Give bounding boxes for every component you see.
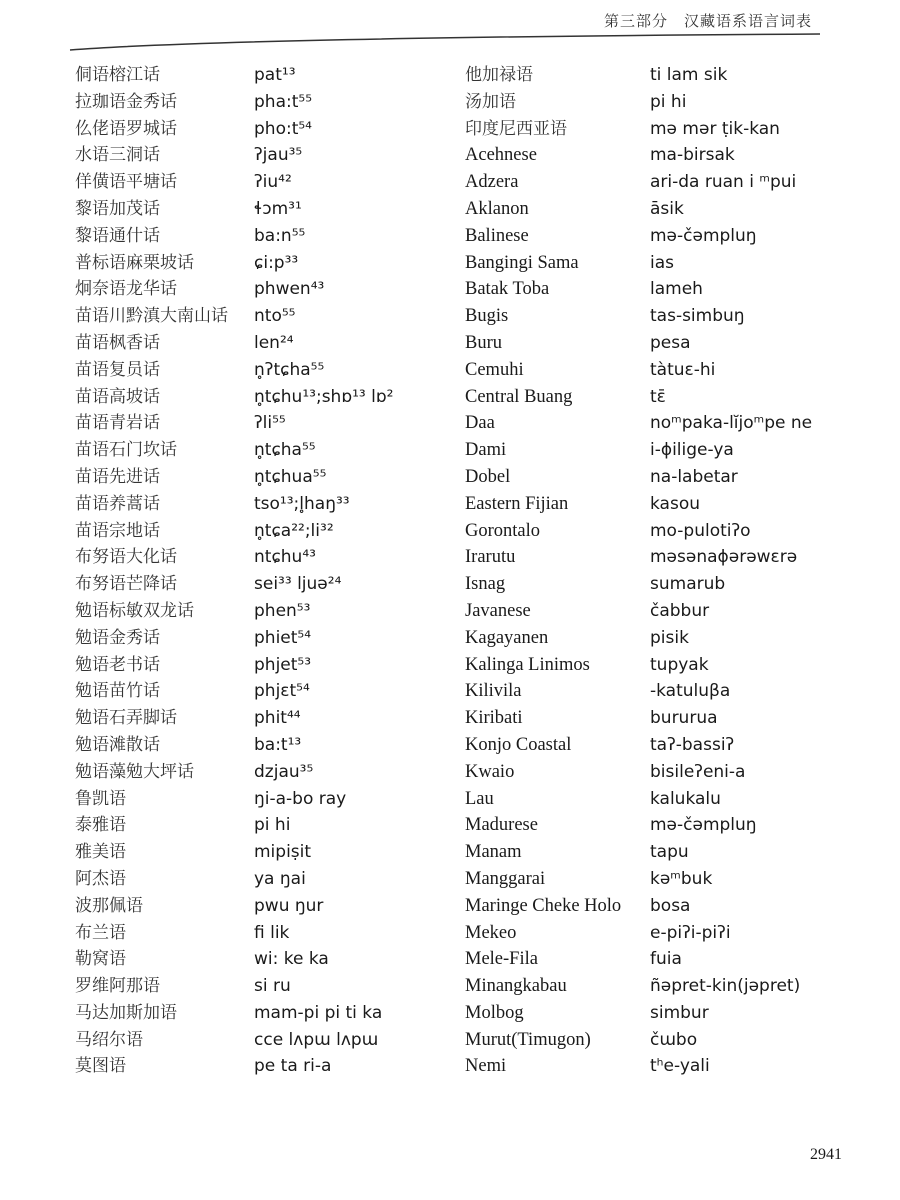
word-form: məsənaɸərəwɛrə: [650, 547, 798, 568]
language-name: 苗语养蒿话: [75, 493, 160, 514]
language-name: Kiribati: [465, 708, 523, 729]
word-form: ma-birsak: [650, 145, 735, 166]
language-name: Kilivila: [465, 681, 522, 702]
word-form: cce lʌpɯ lʌpɯ: [254, 1029, 379, 1050]
language-name: 水语三洞话: [75, 145, 160, 166]
word-form: āsik: [650, 198, 684, 219]
word-form: pi hi: [650, 91, 687, 112]
word-form: pho:t⁵⁴: [254, 118, 312, 139]
language-name: 布努语大化话: [75, 547, 177, 568]
language-name: 他加禄语: [465, 65, 533, 85]
word-form: bosa: [650, 895, 691, 916]
language-name: 印度尼西亚语: [465, 118, 567, 139]
language-name: Batak Toba: [465, 279, 550, 300]
word-form: phiet⁵⁴: [254, 627, 312, 648]
language-name: Manam: [465, 842, 522, 863]
left-form-column: [254, 62, 393, 1080]
word-form: pesa: [650, 332, 691, 353]
word-form: tupyak: [650, 654, 709, 675]
word-form: len²⁴: [254, 332, 294, 353]
word-form: ba:n⁵⁵: [254, 225, 306, 246]
language-name: 马绍尔语: [75, 1029, 143, 1050]
word-form: ari-da ruan i ᵐpui: [650, 172, 797, 193]
language-name: Adzera: [465, 172, 519, 193]
language-name: 普标语麻栗坡话: [75, 252, 194, 273]
language-name: Minangkabau: [465, 976, 567, 997]
language-name: Acehnese: [465, 145, 537, 166]
right-language-column: [465, 62, 621, 1080]
language-name: Gorontalo: [465, 520, 541, 541]
language-name: 黎语通什话: [75, 225, 160, 246]
language-name: Cemuhi: [465, 359, 524, 380]
language-name: Dami: [465, 440, 507, 461]
word-form: na-labetar: [650, 466, 738, 487]
word-form: ɬɔm³¹: [254, 198, 302, 219]
page-number: 2941: [810, 1146, 842, 1163]
language-name: 勉语苗竹话: [75, 681, 160, 702]
word-form: ias: [650, 252, 674, 273]
word-form: fuia: [650, 949, 682, 970]
language-name: Konjo Coastal: [465, 734, 572, 755]
word-form: pha:t⁵⁵: [254, 91, 313, 112]
word-form: si ru: [254, 976, 291, 997]
language-name: 苗语高坡话: [75, 386, 160, 407]
language-name: 雅美语: [75, 842, 126, 863]
word-form: noᵐpaka-lĭjoᵐpe ne: [650, 413, 813, 434]
word-form: -katuluβa: [650, 681, 731, 702]
language-name: 汤加语: [465, 91, 516, 112]
word-form: pi hi: [254, 815, 291, 836]
language-name: Mele-Fila: [465, 949, 538, 970]
word-form: fi lik: [254, 922, 290, 943]
word-form: sumarub: [650, 574, 726, 595]
word-form: ti lam sik: [650, 65, 728, 85]
word-form: taʔ-bassiʔ: [650, 734, 735, 755]
word-form: n̥tɕa²²;li³²: [254, 520, 334, 541]
language-name: 苗语川黔滇大南山话: [75, 306, 228, 327]
language-name: 勉语老书话: [75, 654, 160, 675]
language-name: 勉语金秀话: [75, 627, 160, 648]
word-form: phen⁵³: [254, 600, 311, 621]
language-name: Murut(Timugon): [465, 1029, 591, 1050]
word-form: ʔiu⁴²: [254, 172, 292, 193]
word-form: kasou: [650, 493, 700, 514]
word-form: tɛ̄: [650, 386, 666, 407]
word-form: pat¹³: [254, 65, 296, 85]
language-name: Nemi: [465, 1056, 507, 1077]
language-name: Mekeo: [465, 922, 517, 943]
language-name: Isnag: [465, 574, 506, 595]
language-name: 勉语标敏双龙话: [75, 600, 194, 621]
word-form: i-ɸilige-ya: [650, 440, 734, 461]
word-form: mam-pi pi ti ka: [254, 1002, 383, 1023]
language-name: 布兰语: [75, 922, 126, 943]
language-name: Manggarai: [465, 868, 546, 889]
word-form: kəᵐbuk: [650, 868, 713, 889]
word-form: phwen⁴³: [254, 279, 325, 300]
word-form: ba:t¹³: [254, 734, 302, 755]
word-form: nto⁵⁵: [254, 306, 296, 327]
language-name: 苗语复员话: [75, 359, 160, 380]
word-form: mipiṣit: [254, 842, 312, 863]
language-name: 黎语加茂话: [75, 198, 160, 219]
word-form: čɯbo: [650, 1029, 698, 1050]
word-form: kalukalu: [650, 788, 721, 809]
word-form: ɕi:p³³: [254, 252, 299, 273]
word-form: pisik: [650, 627, 689, 648]
language-name: Central Buang: [465, 386, 573, 407]
word-form: bururua: [650, 708, 718, 729]
language-name: Buru: [465, 332, 502, 353]
word-form: mə-čəmpluŋ: [650, 815, 757, 836]
word-form: e-piʔi-piʔi: [650, 922, 731, 943]
word-form: mə mər ṭik-kan: [650, 118, 780, 139]
language-name: 罗维阿那语: [75, 976, 160, 997]
word-form: ntɕhu⁴³: [254, 547, 316, 568]
language-name: 阿杰语: [75, 868, 126, 889]
word-form: simbur: [650, 1002, 709, 1023]
language-name: 鲁凯语: [75, 788, 126, 809]
language-name: Balinese: [465, 225, 529, 246]
word-form: ñəpret-kin(jəpret): [650, 976, 801, 997]
language-name: Eastern Fijian: [465, 493, 569, 514]
language-name: 勉语滩散话: [75, 734, 160, 755]
word-form: tso¹³;l̥haŋ³³: [254, 493, 350, 514]
language-name: 勉语藻勉大坪话: [75, 761, 194, 782]
language-name: 苗语石门坎话: [75, 440, 177, 461]
word-form: tʰe-yali: [650, 1056, 710, 1077]
language-name: 波那佩语: [75, 895, 143, 916]
language-name: 拉珈语金秀话: [75, 91, 177, 112]
word-form: dzjau³⁵: [254, 761, 314, 782]
language-name: Molbog: [465, 1002, 524, 1023]
language-name: Aklanon: [465, 198, 529, 219]
language-name: Dobel: [465, 466, 511, 487]
language-name: 泰雅语: [75, 815, 126, 836]
word-form: čabbur: [650, 600, 710, 621]
language-name: Daa: [465, 413, 495, 434]
word-form: n̥tɕha⁵⁵: [254, 440, 316, 461]
word-form: sei³³ ljuə²⁴: [254, 574, 342, 595]
language-name: 炯奈语龙华话: [75, 279, 177, 300]
language-name: 侗语榕江话: [75, 65, 160, 85]
language-name: 苗语青岩话: [75, 413, 160, 434]
language-name: Javanese: [465, 600, 531, 621]
word-form: mə-čəmpluŋ: [650, 225, 757, 246]
left-language-column: [75, 62, 228, 1080]
language-name: 苗语先进话: [75, 466, 160, 487]
language-name: 马达加斯加语: [75, 1002, 177, 1023]
language-name: Kagayanen: [465, 627, 549, 648]
word-form: n̥ʔtɕha⁵⁵: [254, 359, 325, 380]
right-form-column: [650, 62, 812, 1080]
word-form: phit⁴⁴: [254, 708, 301, 729]
word-form: tapu: [650, 842, 689, 863]
language-name: 佯僙语平塘话: [75, 172, 177, 193]
running-header: 第三部分 汉藏语系语言词表: [603, 12, 812, 30]
language-name: Maringe Cheke Holo: [465, 895, 622, 916]
language-name: 布努语芒降话: [75, 574, 177, 595]
language-name: 勉语石弄脚话: [75, 708, 177, 729]
word-form: tas-simbuŋ: [650, 306, 745, 327]
language-name: 莫图语: [75, 1056, 126, 1077]
language-name: 苗语宗地话: [75, 520, 160, 541]
language-name: Madurese: [465, 815, 538, 836]
word-form: mo-pulotiʔo: [650, 520, 751, 541]
word-form: wi: ke ka: [254, 949, 329, 970]
word-form: ŋi-a-bo ray: [254, 788, 347, 809]
language-name: Kalinga Linimos: [465, 654, 590, 675]
word-form: phjɛt⁵⁴: [254, 681, 310, 702]
word-form: ʔjau³⁵: [254, 145, 303, 166]
language-name: 苗语枫香话: [75, 332, 160, 353]
word-form: lameh: [650, 279, 703, 300]
language-name: Lau: [465, 788, 494, 809]
language-name: 勒窝语: [75, 949, 126, 970]
word-form: n̥tɕhu¹³;shɒ¹³ lɒ²: [254, 386, 394, 407]
word-form: bisileʔeni-a: [650, 761, 746, 782]
word-form: n̥tɕhua⁵⁵: [254, 466, 327, 487]
word-form: pe ta ri-a: [254, 1056, 332, 1077]
word-form: ʔli⁵⁵: [254, 413, 286, 434]
language-name: Kwaio: [465, 761, 515, 782]
language-name: Irarutu: [465, 547, 516, 568]
word-form: ya ŋai: [254, 868, 306, 889]
word-form: pwu ŋur: [254, 895, 324, 916]
language-name: Bugis: [465, 306, 509, 327]
language-name: Bangingi Sama: [465, 252, 579, 273]
language-name: 仫佬语罗城话: [75, 118, 177, 139]
word-form: tàtuɛ-hi: [650, 359, 716, 380]
word-form: phjet⁵³: [254, 654, 312, 675]
